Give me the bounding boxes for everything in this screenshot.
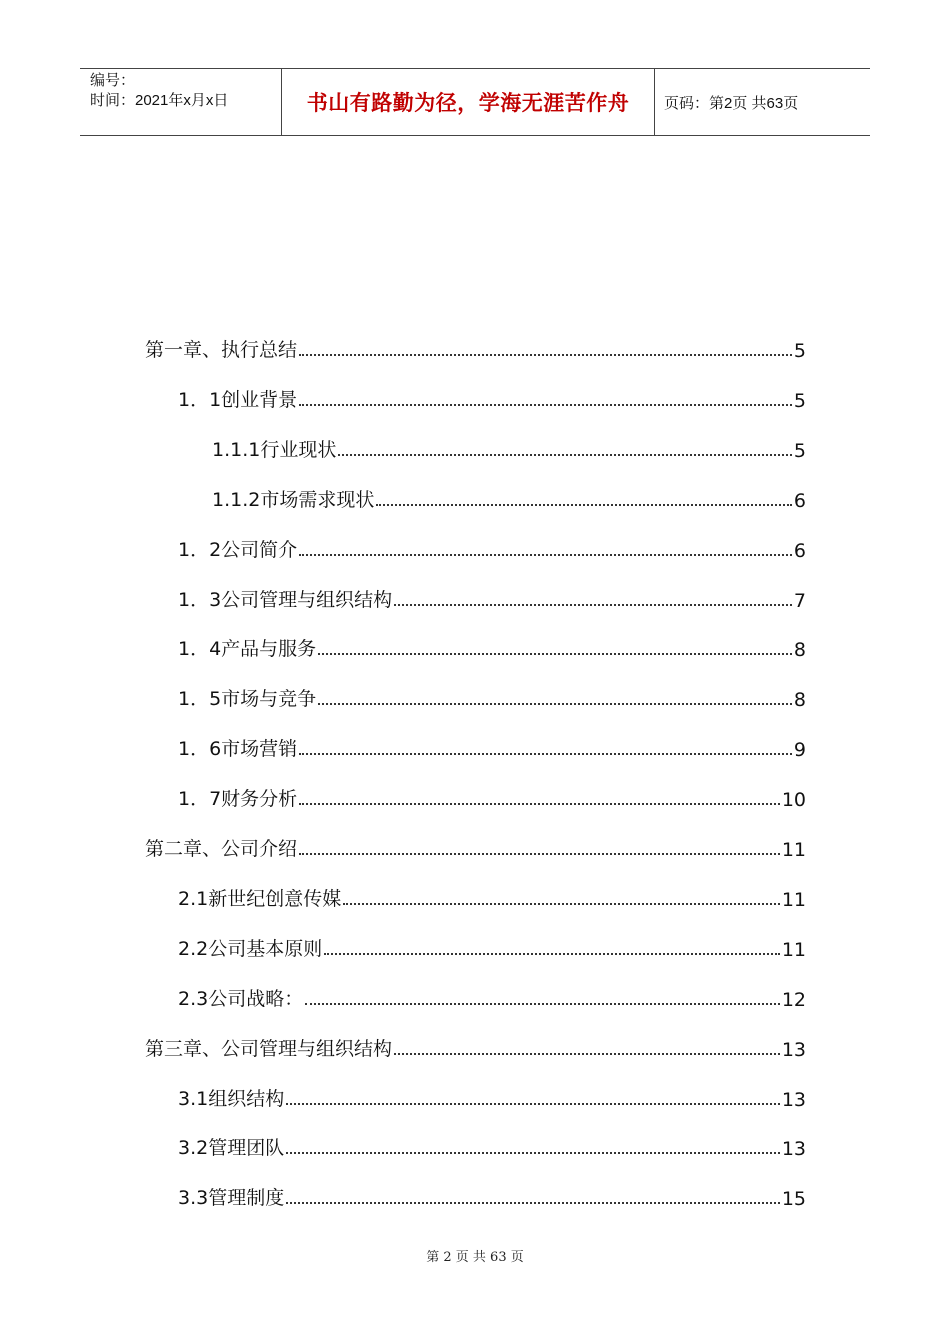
toc-dot-leader <box>394 603 792 606</box>
toc-entry-page: 6 <box>793 490 806 512</box>
toc-entry-label: 1.1.2市场需求现状 <box>212 489 375 511</box>
toc-entry-label: 1．2公司简介 <box>178 539 298 561</box>
toc-entry-label: 3.3管理制度 <box>178 1187 285 1209</box>
toc-entry-page: 11 <box>781 889 806 911</box>
header-page-cell <box>655 69 870 135</box>
toc-dot-leader <box>376 503 792 506</box>
toc-entry[interactable] <box>178 981 806 1011</box>
toc-entry[interactable] <box>178 1081 806 1111</box>
toc-entry[interactable] <box>145 831 806 861</box>
toc-dot-leader <box>286 1102 780 1105</box>
toc-entry[interactable] <box>178 681 806 711</box>
toc-entry-page: 11 <box>781 939 806 961</box>
toc-entry-page: 15 <box>781 1188 806 1210</box>
toc-entry-label: 1.1.1行业现状 <box>212 439 337 461</box>
toc-entry-label: 1．4产品与服务 <box>178 638 317 660</box>
toc-dot-leader <box>338 453 792 456</box>
toc-dot-leader <box>299 553 792 556</box>
toc-entry[interactable] <box>145 332 806 362</box>
toc-entry[interactable] <box>178 532 806 562</box>
toc-dot-leader <box>286 1201 780 1204</box>
header-time-label: 时间：2021年x月x日 <box>90 92 229 109</box>
toc-entry-page: 13 <box>781 1138 806 1160</box>
toc-entry-label: 3.2管理团队 <box>178 1137 285 1159</box>
toc-entry[interactable] <box>212 432 806 462</box>
toc-entry[interactable] <box>145 1031 806 1061</box>
toc-entry-page: 10 <box>781 789 806 811</box>
toc-entry-page: 11 <box>781 839 806 861</box>
toc-entry-label: 2.2公司基本原则 <box>178 938 323 960</box>
toc-entry-label: 第二章、公司介绍 <box>145 838 298 860</box>
toc-dot-leader <box>394 1052 780 1055</box>
toc-dot-leader <box>299 852 780 855</box>
toc-dot-leader <box>299 353 792 356</box>
toc-entry[interactable] <box>178 1130 806 1160</box>
toc-dot-leader <box>299 403 792 406</box>
toc-dot-leader <box>305 1002 780 1005</box>
toc-entry-page: 5 <box>793 340 806 362</box>
header-page-info: 页码：第2页 共63页 <box>664 94 799 112</box>
toc-entry[interactable] <box>212 482 806 512</box>
toc-entry-label: 第三章、公司管理与组织结构 <box>145 1038 393 1060</box>
toc-entry[interactable] <box>178 382 806 412</box>
page-header <box>80 68 870 136</box>
toc-entry-page: 5 <box>793 390 806 412</box>
header-motto-cell <box>282 69 655 135</box>
toc-entry-page: 12 <box>781 989 806 1011</box>
toc-entry-label: 2.3公司战略： <box>178 988 304 1010</box>
toc-entry-page: 5 <box>793 440 806 462</box>
toc-entry[interactable] <box>178 881 806 911</box>
toc-entry-page: 7 <box>793 590 806 612</box>
toc-entry-page: 13 <box>781 1039 806 1061</box>
toc-dot-leader <box>286 1151 780 1154</box>
toc-entry-label: 2.1新世纪创意传媒 <box>178 888 342 910</box>
toc-dot-leader <box>324 952 780 955</box>
toc-entry-page: 8 <box>793 689 806 711</box>
header-motto: 书山有路勤为径，学海无涯苦作舟 <box>306 92 630 115</box>
toc-entry[interactable] <box>178 1180 806 1210</box>
toc-entry[interactable] <box>178 781 806 811</box>
toc-entry[interactable] <box>178 731 806 761</box>
toc-dot-leader <box>318 652 792 655</box>
toc-entry-label: 3.1组织结构 <box>178 1088 285 1110</box>
toc-entry-page: 13 <box>781 1089 806 1111</box>
toc-entry[interactable] <box>178 582 806 612</box>
toc-dot-leader <box>343 902 780 905</box>
toc-dot-leader <box>299 752 792 755</box>
toc-dot-leader <box>318 702 792 705</box>
toc-entry-page: 8 <box>793 639 806 661</box>
header-number-label: 编号： <box>90 72 136 89</box>
toc-entry-page: 6 <box>793 540 806 562</box>
toc-entry-label: 1．1创业背景 <box>178 389 298 411</box>
toc-entry-label: 第一章、执行总结 <box>145 339 298 361</box>
header-meta-cell <box>80 69 282 135</box>
toc-entry-label: 1．5市场与竞争 <box>178 688 317 710</box>
toc-entry-label: 1．7财务分析 <box>178 788 298 810</box>
toc-dot-leader <box>299 802 780 805</box>
footer-page-number: 第 2 页 共 63 页 <box>426 1250 524 1265</box>
toc-entry-page: 9 <box>793 739 806 761</box>
toc-entry-label: 1．6市场营销 <box>178 738 298 760</box>
toc-entry-label: 1．3公司管理与组织结构 <box>178 589 393 611</box>
page-footer <box>0 1246 950 1265</box>
toc-entry[interactable] <box>178 631 806 661</box>
toc-entry[interactable] <box>178 931 806 961</box>
